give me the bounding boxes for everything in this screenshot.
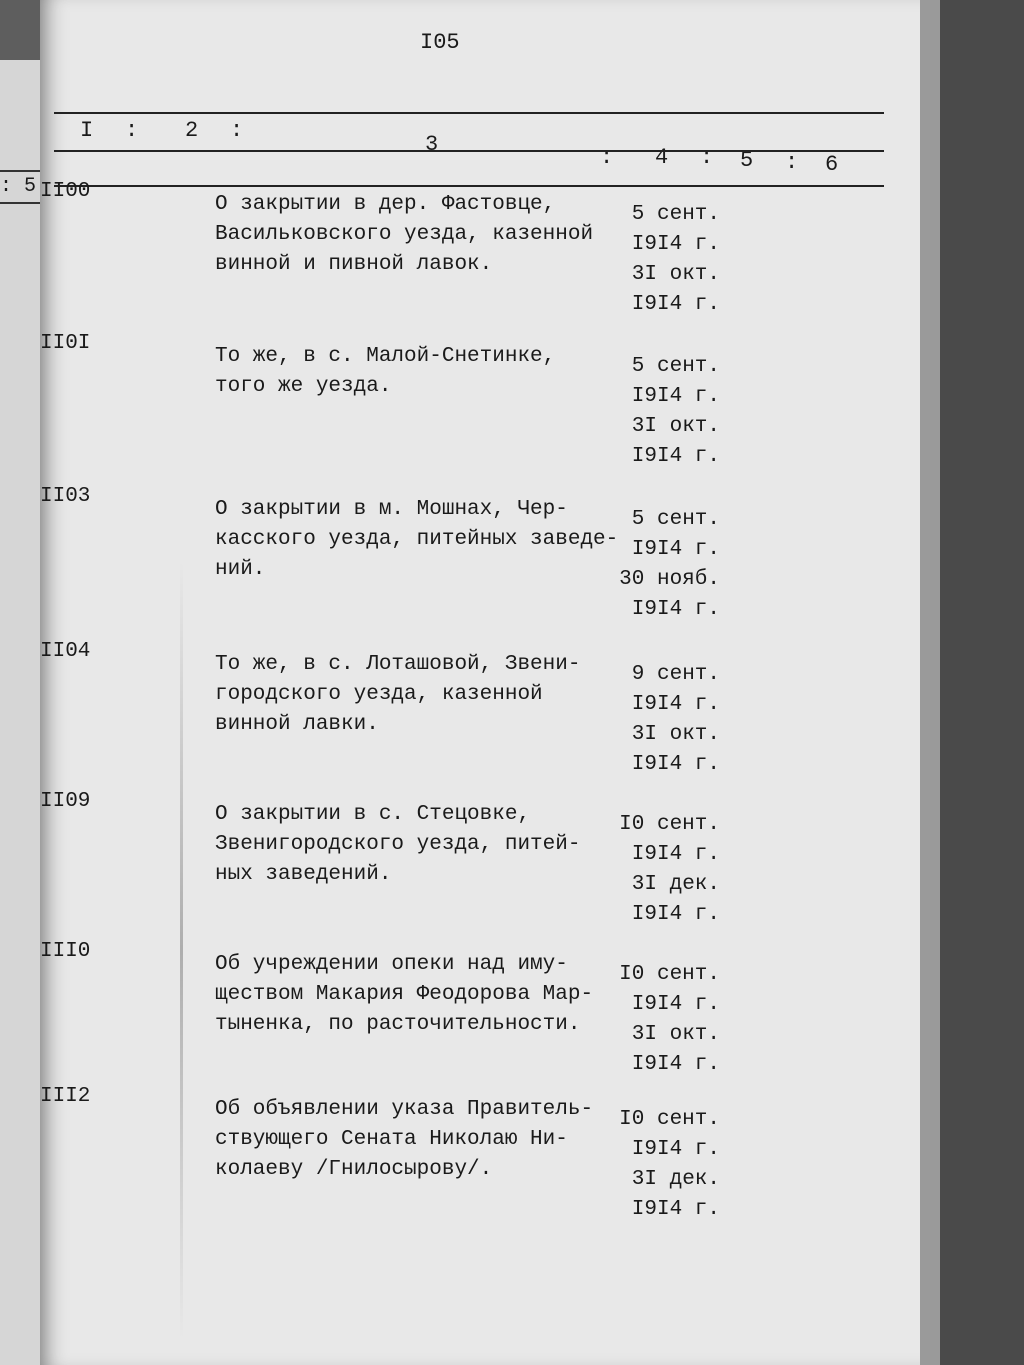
record-description: Об учреждении опеки над иму- ществом Макария Феодорова Мар- тыненка, по расточительности. (215, 953, 594, 1036)
record-number: II03 (40, 485, 91, 508)
previous-page-column-fragment: : 5 (0, 170, 55, 204)
record-dates: 9 сент. I9I4 г. 3I окт. I9I4 г. (631, 663, 720, 776)
header-rule-bottom (54, 185, 884, 187)
record-dates: 5 сент. I9I4 г. 3I окт. I9I4 г. (631, 203, 720, 316)
page-number: I05 (420, 30, 460, 55)
record-number: III2 (40, 1085, 91, 1108)
record-description: О закрытии в м. Мошнах, Чер- касского уезда, питейных заведе- ний. (215, 498, 619, 581)
column-header-5: 5 (740, 148, 754, 173)
record-description: Об объявлении указа Правитель- ствующего Сената Николаю Ни- колаеву /Гнилосырову/. (215, 1098, 594, 1181)
header-rule-middle (54, 150, 884, 152)
background-dark (930, 0, 1024, 1365)
record-number: II0I (40, 332, 91, 355)
header-rule-top (54, 112, 884, 114)
column-header-3: 3 (425, 132, 439, 157)
record-description: О закрытии в с. Стецовке, Звенигородского уезда, питей- ных заведений. (215, 803, 581, 886)
record-description: О закрытии в дер. Фастовце, Васильковского уезда, казенной винной и пивной лавок. (215, 193, 594, 276)
record-dates: I0 сент. I9I4 г. 3I дек. I9I4 г. (619, 813, 720, 926)
record-description: То же, в с. Малой-Снетинке, того же уезда. (215, 345, 556, 398)
record-number: II09 (40, 790, 91, 813)
record-dates: 5 сент. I9I4 г. 30 нояб. I9I4 г. (619, 508, 720, 621)
column-header-4: 4 (655, 145, 669, 170)
record-number: II04 (40, 640, 91, 663)
column-header-6: 6 (825, 152, 839, 177)
record-number: II00 (40, 180, 91, 203)
record-description: То же, в с. Лоташовой, Звени- городского уезда, казенной винной лавки. (215, 653, 581, 736)
column-header-2: 2 (185, 118, 199, 143)
record-number: III0 (40, 940, 91, 963)
column-header-1: I (80, 118, 94, 143)
paper-crease (180, 560, 183, 1340)
record-dates: 5 сент. I9I4 г. 3I окт. I9I4 г. (631, 355, 720, 468)
document-page: I05 I : 2 : 3 : 4 : 5 : 6 II00 О закрытии в дер. Фастовце, Васильковского уезда, казенной винной и пивной лавок. 5 сент. I9I4 г. 3I окт. I9I4 г. II0I То же, в с. Малой-Снетинке, того же уезда. 5 сент. I9I4 г. 3I окт. I9I4 г. II03 О закрытии в м. Мошнах, Чер- касского уезда, питейных заведе- ний. 5 сент. I9I4 г. 30 нояб. I9I4 г. II04 То же, в с. Лоташовой, Звени- городского уезда, казенной винной лавки. 9 сент. I9I4 г. 3I окт. I9I4 г. II09 О закрытии в с. Стецовке, Звенигородского уезда, питей- ных заведений. I0 сент. I9I4 г. 3I дек. I9I4 г. III0 Об учреждении опеки над иму- ществом Макария Феодорова Мар- тыненка, по расточительности. I0 сент. I9I4 г. 3I окт. I9I4 г. III2 Об объявлении указа Правитель- ствующего Сената Николаю Ни- колаеву /Гнилосырову/. I0 сент. I9I4 г. 3I дек. I9I4 г. (40, 0, 920, 1365)
record-dates: I0 сент. I9I4 г. 3I дек. I9I4 г. (619, 1108, 720, 1221)
record-dates: I0 сент. I9I4 г. 3I окт. I9I4 г. (619, 963, 720, 1076)
